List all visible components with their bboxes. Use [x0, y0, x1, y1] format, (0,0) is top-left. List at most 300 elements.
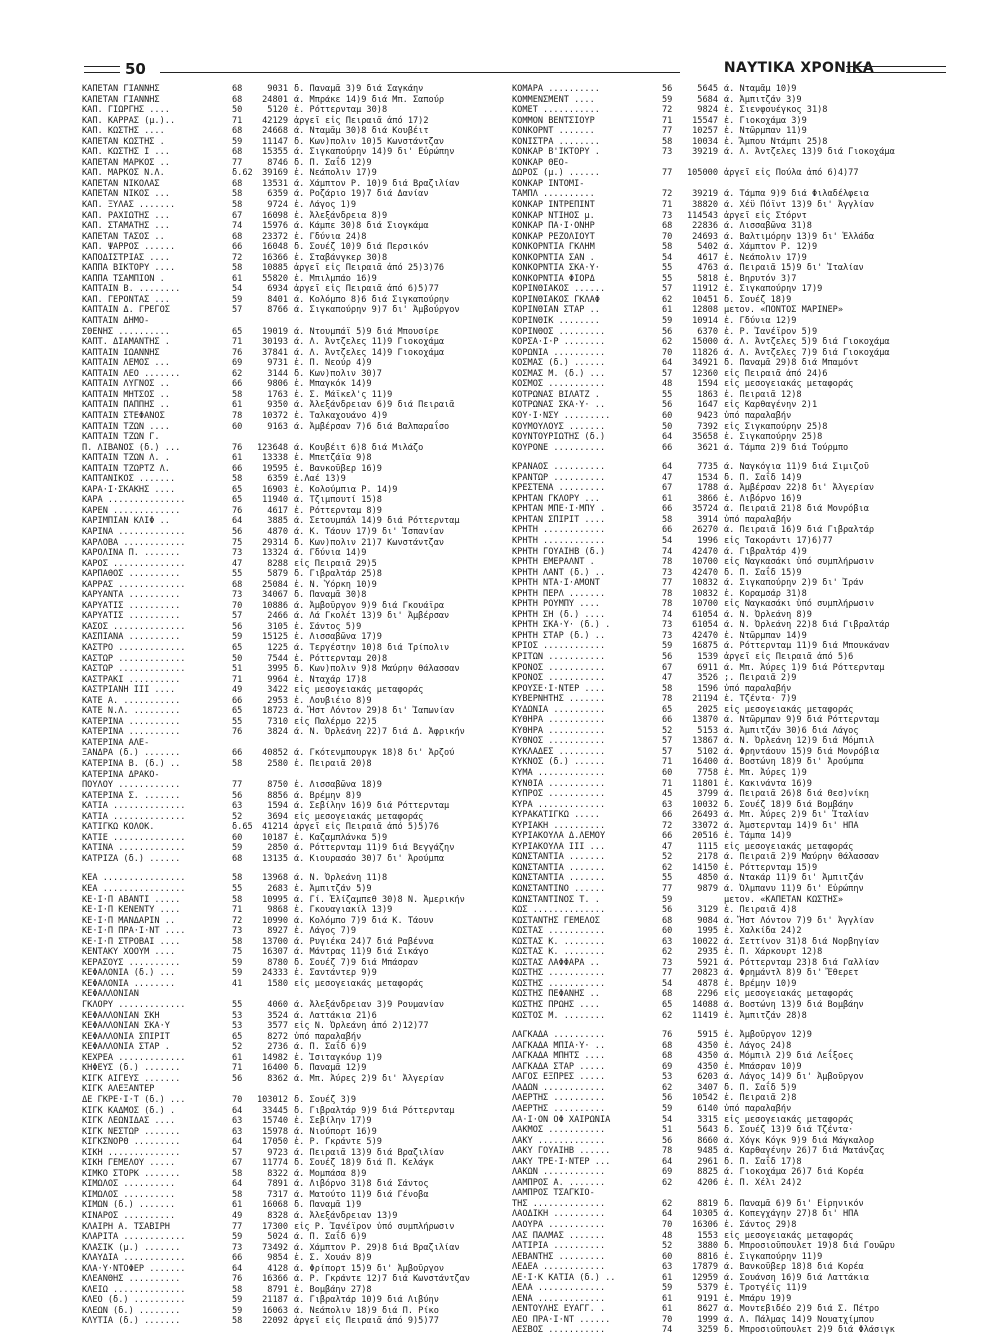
- ship-entry: [82, 916, 502, 927]
- ship-status: ά. Πειραιᾶ 13)9 διά Βραζιλίαν: [294, 1147, 445, 1158]
- ship-status: ἐ. Λάγος 7)9: [294, 926, 357, 937]
- ship-name: ΚΑΤΙΑ ..............: [82, 811, 186, 822]
- ship-entry: [82, 738, 502, 749]
- ship-name: ΚΟΡΙΝΘΟΣ .........: [512, 326, 606, 337]
- ship-status: ἐ. Λάγος 24)8: [724, 1040, 792, 1051]
- ship-age: 61: [662, 493, 673, 504]
- left-column: [82, 84, 502, 1327]
- ship-name: ΚΡΗΤΗ ............: [512, 535, 606, 546]
- ship-entry: [82, 632, 502, 643]
- ship-entry: [82, 1285, 502, 1296]
- ship-tonnage: 15000: [692, 337, 718, 348]
- ship-name: ΤΗΣ ..............: [512, 1198, 606, 1209]
- ship-entry: [512, 705, 932, 716]
- ship-name: ΚΩΣΤΗΣ ΠΕΦΑΝΗΣ ..: [512, 989, 600, 1000]
- ship-entry: [82, 1222, 502, 1233]
- ship-tonnage: 7392: [697, 421, 718, 432]
- ship-name: ΚΑΡΑ ...............: [82, 495, 186, 506]
- ship-name: ΚΑΡΥΑΤΙΣ ..........: [82, 600, 181, 611]
- ship-entry: [82, 538, 502, 549]
- ship-tonnage: 3880: [697, 1241, 718, 1252]
- ship-status: δ. Σουέζ 18)9 διά Βομβάην: [724, 799, 854, 810]
- ship-entry: [512, 411, 932, 422]
- ship-status: ά. Ρυγιέκα 24)7 διά Ραβέννα: [294, 936, 434, 947]
- ship-age: 65: [232, 484, 243, 495]
- ship-entry: [82, 926, 502, 937]
- ship-entry: [82, 422, 502, 433]
- ship-tonnage: 16903: [262, 484, 288, 495]
- ship-status: ά. Ντῶρμπαν 9)9 διά Ρόττερνταμ: [724, 715, 880, 726]
- ship-name: ΠΟΥΛΟΥ ............: [82, 780, 181, 791]
- ship-entry: [82, 1295, 502, 1306]
- ship-status: ά. Σεβίλην 16)9 διά Ρόττερνταμ: [294, 801, 450, 812]
- ship-status: ἐ. Ἀμπιτζάν 5)9: [294, 884, 372, 895]
- ship-tonnage: 25084: [262, 579, 288, 590]
- ship-status: ά. Νταμᾶμ 30)8 διά Κουβέιτ: [294, 126, 429, 137]
- ship-name: ΚΑΠΤΑΙΝ ΛΕΜΟΣ ...: [82, 358, 170, 369]
- ship-tonnage: 4350: [697, 1051, 718, 1062]
- header-rule-right-top: [846, 66, 946, 67]
- ship-status: ά. Μοντεβιδέο 2)9 διά Σ. Πέτρο: [724, 1304, 880, 1315]
- ship-tonnage: 2025: [697, 704, 718, 715]
- ship-entry: [512, 443, 932, 454]
- ship-entry: [512, 1104, 932, 1115]
- ship-tonnage: 21194: [692, 694, 718, 705]
- ship-age: 55: [662, 389, 673, 400]
- ship-tonnage: 10832: [692, 588, 718, 599]
- ship-entry: [512, 432, 932, 443]
- ship-status: δ. Π. Σαΐδ 12)9: [294, 157, 372, 168]
- ship-entry: [512, 979, 932, 990]
- ship-name: ΚΟΝΚΑΡ ΡΕΖΟΛΙΟΥΤ: [512, 231, 595, 242]
- ship-age: 72: [662, 105, 673, 116]
- ship-entry: [82, 1011, 502, 1022]
- ship-tonnage: 6203: [697, 1072, 718, 1083]
- ship-tonnage: 1763: [267, 389, 288, 400]
- ship-entry: [82, 1169, 502, 1180]
- ship-entry: [82, 1095, 502, 1106]
- ship-age: 56: [662, 84, 673, 94]
- ship-name: ΚΡΙΟΣ ............: [512, 641, 606, 652]
- ship-entry: [82, 348, 502, 359]
- ship-entry: [512, 1252, 932, 1263]
- ship-tonnage: 3259: [697, 1325, 718, 1336]
- ship-name: ΚΙΓΚΣΝΟΡΘ .........: [82, 1137, 181, 1148]
- ship-age: 70: [232, 600, 243, 611]
- ship-age: 64: [662, 1156, 673, 1167]
- ship-name: ΚΥΚΝΟΣ (δ.) ......: [512, 757, 606, 768]
- ship-status: ά. Χάμπτον Ρ. 10)9 διά Βραζιλίαν: [294, 178, 460, 189]
- ship-tonnage: 38820: [692, 200, 718, 211]
- ship-name: ΚΕΦΑΛΛΟΝΙΑ ΣΠΙΡΙΤ: [82, 1031, 170, 1042]
- ship-tonnage: 5879: [267, 569, 288, 580]
- page-title: ΝΑΥΤΙΚΑ ΧΡΟΝΙΚΑ: [723, 60, 874, 76]
- ship-entry: [82, 379, 502, 390]
- ship-status: ά. Κοπεγχάγην 27)8 δι' ΗΠΑ: [724, 1209, 859, 1220]
- ship-status: ἐ. Ἄμπου Ντάμπι 25)8: [724, 136, 828, 147]
- ship-tonnage: 11801: [692, 778, 718, 789]
- ship-entry: [82, 1000, 502, 1011]
- ship-tonnage: 11826: [692, 347, 718, 358]
- ship-status: ά. Λ. Ἀντζελες 7)9 διά Γιοκοχάμα: [724, 347, 890, 358]
- ship-name: ΚΡΗΤΗ ΕΜΕΡΑΛΝΤ .: [512, 557, 595, 568]
- ship-entry: [82, 1179, 502, 1190]
- ship-name: ΚΕ·Ι·Π ΣΤΡΟΒΑΙ ....: [82, 936, 181, 947]
- ship-age: 60: [662, 410, 673, 421]
- ship-entry: [512, 821, 932, 832]
- ship-status: ά. Λιβόρνο 31)8 διά Σάντος: [294, 1179, 429, 1190]
- ship-tonnage: 11774: [262, 1158, 288, 1169]
- ship-name: ΚΑΤΕΡΙΝΑ ..........: [82, 716, 181, 727]
- ship-name: ΚΑΡΙΝΑ .............: [82, 526, 186, 537]
- ship-name: ΚΡΗΤΗ ΓΟΥΑΙΗΒ (δ.): [512, 546, 606, 557]
- ship-tonnage: 10914: [692, 316, 718, 327]
- ship-tonnage: 5120: [267, 105, 288, 116]
- ship-name: ΚΑΤΕΡΙΝΑ ΑΛΕ-: [82, 737, 150, 748]
- ship-tonnage: 8322: [267, 1168, 288, 1179]
- ship-status: ά. Κολόμπο 8)6 διά Σιγκαπούρην: [294, 294, 450, 305]
- ship-status: ἐ. Λισσαβῶνα 17)9: [294, 632, 382, 643]
- ship-name: ΔΕ ΓΚΡΕ·Ι·Τ (δ.) ...: [82, 1094, 186, 1105]
- ship-name: ΚΑΠ. ΓΕΡΟΝΤΑΣ ...: [82, 294, 170, 305]
- ship-age: 66: [232, 463, 243, 474]
- ship-entry: [82, 390, 502, 401]
- ship-entry: [512, 1273, 932, 1284]
- ship-entry: [512, 789, 932, 800]
- ship-status: εἰς Ναγκασάκι ὑπό συμπλήρωσιν: [724, 557, 875, 568]
- ship-entry: [82, 979, 502, 990]
- ship-age: 75: [232, 947, 243, 958]
- ship-age: 59: [662, 1103, 673, 1114]
- ship-age: 78: [662, 557, 673, 568]
- ship-name: ΚΙΝΑΡΟΣ ..........: [82, 1210, 176, 1221]
- ship-entry: [512, 473, 932, 484]
- ship-age: 61: [662, 1293, 673, 1304]
- ship-tonnage: 13324: [262, 548, 288, 559]
- ship-name: ΚΕΦΑΛΛΟΝΙΑ ΣΤΑΡ .: [82, 1042, 170, 1053]
- ship-status: ἐ. Π. Χάρκουρτ 12)8: [724, 947, 823, 958]
- ship-tonnage: 13700: [262, 936, 288, 947]
- ship-age: 59: [232, 968, 243, 979]
- ship-status: ἐ. Ντῶρμπαν 11)9: [724, 126, 807, 137]
- ship-status: ά. Ἀμβοῦργον 9)9 διά Γκουάϊρα: [294, 600, 445, 611]
- ship-name: ΚΛΥΤΙΑ (δ.) .......: [82, 1316, 181, 1327]
- ship-status: ἐ. Σταβάνγκερ 30)8: [294, 252, 388, 263]
- ship-status: ἐ. Πειραιᾶ 4)8: [724, 905, 797, 916]
- ship-age: 54: [662, 252, 673, 263]
- ship-status: ἐ. Βομβάην 27)8: [294, 1284, 372, 1295]
- ship-name: ΚΑΠΕΤΑΝ ΝΙΚΟΛΑΣ: [82, 178, 160, 189]
- ship-age: 52: [662, 1241, 673, 1252]
- ship-name: ΚΟΝΚΟΡΝΤ .......: [512, 126, 595, 137]
- ship-entry: [512, 1072, 932, 1083]
- ship-name: ΚΟΝΚΟΡΝΤΙΑ ΓΚΛΗΜ: [512, 242, 595, 253]
- ship-entry: [512, 462, 932, 473]
- ship-entry: [512, 284, 932, 295]
- ship-tonnage: 37841: [262, 347, 288, 358]
- ship-name: ΛΑΓΚΑΔΑ ΜΠΙΑ·Υ· ..: [512, 1040, 606, 1051]
- ship-entry: [512, 610, 932, 621]
- ship-age: 68: [662, 1051, 673, 1062]
- ship-tonnage: 1999: [697, 1314, 718, 1325]
- ship-status: δ. Κων)πολιν 21)7 Κωνστάντζαν: [294, 537, 445, 548]
- ship-age: 64: [662, 1209, 673, 1220]
- ship-status: ά. Καρθαγένην 26)7 διά Ματάνζας: [724, 1146, 885, 1157]
- ship-entry: [512, 947, 932, 958]
- ship-age: 69: [232, 358, 243, 369]
- ship-age: 59: [232, 632, 243, 643]
- ship-age: 60: [232, 421, 243, 432]
- ship-entry: [82, 1084, 502, 1095]
- ship-entry: [512, 905, 932, 916]
- ship-status: ἐ. Βρέμην 10)9: [724, 978, 797, 989]
- ship-tonnage: 10990: [262, 915, 288, 926]
- ship-status: ά. Λά Γκολέτ 13)9 δι' Ἀμβέρσαν: [294, 611, 450, 622]
- ship-entry: [82, 474, 502, 485]
- ship-status: ἐ. Ἀμβοῦργον 12)9: [724, 1030, 812, 1041]
- ship-name: ΛΕΝΑ .............: [512, 1293, 606, 1304]
- ship-tonnage: 6359: [267, 474, 288, 485]
- ship-age: 47: [662, 472, 673, 483]
- ship-tonnage: 6370: [697, 326, 718, 337]
- ship-tonnage: 5024: [267, 1232, 288, 1243]
- ship-entry: [82, 1306, 502, 1317]
- ship-tonnage: 23372: [262, 231, 288, 242]
- ship-tonnage: 26270: [692, 525, 718, 536]
- ship-name: ΚΑΣΤΩΡ .............: [82, 653, 186, 664]
- ship-entry: [82, 284, 502, 295]
- ship-name: ΚΡΗΤΗ ΝΤΑ·Ι·ΑΜΟΝΤ: [512, 578, 600, 589]
- ship-tonnage: 1534: [697, 472, 718, 483]
- ship-status: δ. Παναμᾶ 6)9 δι' Εἰρηνικόν: [724, 1198, 864, 1209]
- ship-age: 70: [662, 1219, 673, 1230]
- ship-status: ά. Ἀμβέρσαν 7)6 διά Βαλπαραΐσο: [294, 421, 450, 432]
- ship-tonnage: 9854: [267, 1253, 288, 1264]
- ship-age: 58: [232, 389, 243, 400]
- ship-status: ἐ. Ντῶρμπαν 14)9: [724, 630, 807, 641]
- ship-age: 76: [232, 727, 243, 738]
- ship-age: 62: [662, 1010, 673, 1021]
- ship-status: ἐ. Βηρυτόν 3)7: [724, 273, 797, 284]
- ship-entry: [82, 1316, 502, 1327]
- ship-tonnage: 10187: [262, 832, 288, 843]
- ship-status: ά. Π. Σαΐδ 6)9: [294, 1042, 367, 1053]
- ship-tonnage: 1580: [267, 978, 288, 989]
- ship-age: 58: [232, 1316, 243, 1327]
- ship-name: ΚΩΝΣΤΑΝΤΙΝΟ ......: [512, 884, 606, 895]
- ship-name: ΚΑΠΤ. ΔΙΑΜΑΝΤΗΣ .: [82, 337, 170, 348]
- ship-name: ΚΕ·Ι·Π ΚΕΝΕΝΤΥ ....: [82, 905, 181, 916]
- ship-status: δ. Μπροσιοῦπουλετ 2)9 διά Φλάσιγκ: [724, 1325, 895, 1336]
- ship-age: 62: [232, 368, 243, 379]
- ship-tonnage: 10034: [692, 136, 718, 147]
- ship-status: εἰς Ρ. Ἰανέϊρον ὑπό συμπλήρωσιν: [294, 1221, 455, 1232]
- ship-entry: [82, 717, 502, 728]
- ship-entry: [82, 895, 502, 906]
- ship-tonnage: 10700: [692, 557, 718, 568]
- ship-age: 78: [662, 1146, 673, 1157]
- ship-tonnage: 114543: [686, 210, 718, 221]
- ship-status: εἰς Πειραιᾶ ἀπό 24)6: [724, 368, 828, 379]
- ship-tonnage: 19019: [262, 326, 288, 337]
- ship-entry: [82, 337, 502, 348]
- ship-age: 64: [232, 1105, 243, 1116]
- ship-age: 77: [232, 157, 243, 168]
- ship-age: 78: [662, 599, 673, 610]
- ship-status: ἀργεῖ εἰς Πειραιᾶ ἀπό 5)5)76: [294, 822, 439, 833]
- ship-status: εἰς Πειραιᾶ 29)5: [294, 558, 377, 569]
- ship-entry: [82, 432, 502, 443]
- ship-entry: [512, 694, 932, 705]
- ship-age: 59: [232, 843, 243, 854]
- ship-entry: [512, 295, 932, 306]
- ship-status: ά. Λ. Ἀντζελες 5)9 διά Γιοκοχάμα: [724, 337, 890, 348]
- ship-entry: [82, 1274, 502, 1285]
- ship-name: ΛΕΣΒΟΣ ...........: [512, 1325, 606, 1336]
- ship-age: 61: [232, 1052, 243, 1063]
- ship-status: δ. Παναμᾶ 12)9: [294, 1063, 367, 1074]
- ship-name: ΚΡΟΝΟΣ ...........: [512, 673, 606, 684]
- ship-status: ὑπό παραλαβήν: [294, 1031, 362, 1042]
- ship-name: ΚΡΕΣΤΕΝΑ .........: [512, 483, 606, 494]
- ship-entry: [512, 253, 932, 264]
- ship-tonnage: 2683: [267, 884, 288, 895]
- ship-status: εἰς μεσογειακάς μεταφοράς: [724, 1230, 854, 1241]
- ship-age: 50: [232, 105, 243, 116]
- ship-tonnage: 3914: [697, 514, 718, 525]
- ship-entry: [512, 179, 932, 190]
- ship-age: 67: [232, 1158, 243, 1169]
- ship-name: ΚΟΡΣΑ·Ι·Ρ ........: [512, 337, 606, 348]
- ship-name: ΚΑΠΠΑ ΒΙΚΤΟΡΥ ....: [82, 263, 176, 274]
- ship-entry: [82, 696, 502, 707]
- ship-tonnage: 12360: [692, 368, 718, 379]
- ship-tonnage: 1594: [697, 379, 718, 390]
- ship-name: ΚΑΤΕ Ν.Λ. .........: [82, 706, 181, 717]
- ship-age: 57: [662, 284, 673, 295]
- ship-age: 66: [662, 810, 673, 821]
- ship-entry: [512, 400, 932, 411]
- header-rule-right-bottom: [846, 72, 946, 73]
- ship-status: ὑπό παραλαβήν: [724, 683, 792, 694]
- ship-tonnage: 10305: [692, 1209, 718, 1220]
- ship-entry: [512, 1199, 932, 1210]
- ship-name: ΚΛΑΡΙΤΑ ............: [82, 1232, 186, 1243]
- ship-status: ἐ. Χαλκίδα 24)2: [724, 926, 802, 937]
- ship-name: ΚΑΣΟΣ ..............: [82, 621, 186, 632]
- ship-status: ά. Ἀμστερνταμ 14)9 δι' ΗΠΑ: [724, 820, 859, 831]
- ship-age: 63: [662, 1262, 673, 1273]
- ship-entry: [512, 116, 932, 127]
- ship-age: 66: [662, 831, 673, 842]
- ship-entry: [512, 525, 932, 536]
- ship-age: 51: [232, 664, 243, 675]
- ship-age: 59: [662, 316, 673, 327]
- ship-age: 65: [232, 495, 243, 506]
- ship-entry: [82, 232, 502, 243]
- ship-name: ΚΙΜΩΛΟΣ ..........: [82, 1179, 176, 1190]
- ship-status: εἰς Καρθαγένην 2)1: [724, 400, 818, 411]
- ship-name: ΚΩΣΤΑΝΤΗΣ ΓΕΜΕΛΟΣ: [512, 915, 600, 926]
- ship-age: 58: [232, 873, 243, 884]
- ship-status: ἐ. Σ. Χουάν 8)9: [294, 1253, 372, 1264]
- ship-entry: [82, 833, 502, 844]
- ship-age: 65: [232, 1031, 243, 1042]
- ship-tonnage: 4350: [697, 1061, 718, 1072]
- ship-name: ΚΕ·Ι·Π ΑΒΑΝΤΙ .....: [82, 894, 181, 905]
- ship-entry: [512, 1241, 932, 1252]
- ship-tonnage: 16307: [262, 947, 288, 958]
- ship-name: ΚΑΤΕΡΙΝΑ ΔΡΑΚΟ-: [82, 769, 160, 780]
- ship-name: ΚΡΗΤΑΝ ΣΠΙΡΙΤ ....: [512, 514, 606, 525]
- ship-age: 77: [232, 1221, 243, 1232]
- ship-tonnage: 30193: [262, 337, 288, 348]
- ship-status: ἐ. Ρ. Ἰανέϊρον 5)9: [724, 326, 818, 337]
- ship-age: 64: [232, 1137, 243, 1148]
- ship-name: ΚΗΦΕΥΣ (δ.) .......: [82, 1063, 181, 1074]
- ship-name: ΚΩΝΣΤΑΝΤΙΑ .......: [512, 852, 606, 863]
- ship-name: ΚΥΚΛΑΔΕΣ .........: [512, 746, 606, 757]
- ship-status: ά. Φρίπορτ 15)9 δι' Ἀμβοῦργον: [294, 1263, 445, 1274]
- ship-entry: [82, 253, 502, 264]
- ship-name: ΚΟΝΚΑΡ ΠΑ·Ι·ΟΝΗΡ: [512, 221, 595, 232]
- ship-status: ά. Γδύνια 14)9: [294, 548, 367, 559]
- ship-entry: [512, 84, 932, 95]
- ship-entry: [82, 116, 502, 127]
- ship-name: ΚΑΠ. ΨΑΡΡΟΣ ......: [82, 242, 176, 253]
- ship-name: ΚΑΤΡΙΖΑ (δ.) ......: [82, 853, 181, 864]
- ship-name: ΚΑΠΤΑΙΝ ΙΩΑΝΝΗΣ: [82, 347, 160, 358]
- ship-age: 56: [662, 905, 673, 916]
- ship-age: 58: [232, 936, 243, 947]
- ship-age: 73: [662, 210, 673, 221]
- ship-status: ἐ. Λουβιέιο 8)9: [294, 695, 372, 706]
- ship-age: 66: [662, 504, 673, 515]
- ship-tonnage: 15547: [692, 115, 718, 126]
- ship-age: 48: [662, 1230, 673, 1241]
- ship-status: ά. Σεττίνον 31)8 διά Νορβηγίαν: [724, 936, 880, 947]
- ship-entry: [512, 137, 932, 148]
- ship-name: ΚΩΝΣΤΑΝΤΙΝΟΣ Τ. .: [512, 894, 600, 905]
- ship-name: ΛΑΚΥ ΓΟΥΑΙΗΒ ......: [512, 1146, 611, 1157]
- ship-name: ΚΑΡΟΣ ..............: [82, 558, 186, 569]
- ship-tonnage: 5818: [697, 273, 718, 284]
- ship-entry: [82, 527, 502, 538]
- ship-entry: [512, 757, 932, 768]
- ship-status: ά. Τάμπα 2)9 διά Τούρμπο: [724, 442, 849, 453]
- ship-entry: [82, 968, 502, 979]
- ship-status: ἐ. Κοραμσάρ 31)8: [724, 588, 807, 599]
- ship-tonnage: 5921: [697, 957, 718, 968]
- ship-age: 66: [232, 695, 243, 706]
- ship-tonnage: 40852: [262, 748, 288, 759]
- ship-tonnage: 18723: [262, 706, 288, 717]
- ship-tonnage: 42470: [692, 567, 718, 578]
- ship-entry: [82, 1264, 502, 1275]
- ship-age: 74: [232, 221, 243, 232]
- ship-age: 47: [662, 673, 673, 684]
- ship-tonnage: 1996: [697, 535, 718, 546]
- ship-age: 71: [662, 115, 673, 126]
- ship-tonnage: 1863: [697, 389, 718, 400]
- ship-status: ά. Γιβραλτάρ 10)9 διά Λιβύην: [294, 1295, 439, 1306]
- ship-age: 53: [232, 1010, 243, 1021]
- ship-status: ά. Ν. Ὀρλεάνη 11)8: [294, 873, 388, 884]
- ship-status: ά. Ἀλεξάνδρειαν 6)9 διά Πειραιᾶ: [294, 400, 455, 411]
- ship-tonnage: 12959: [692, 1272, 718, 1283]
- ship-entry: [82, 843, 502, 854]
- ship-tonnage: 13867: [692, 736, 718, 747]
